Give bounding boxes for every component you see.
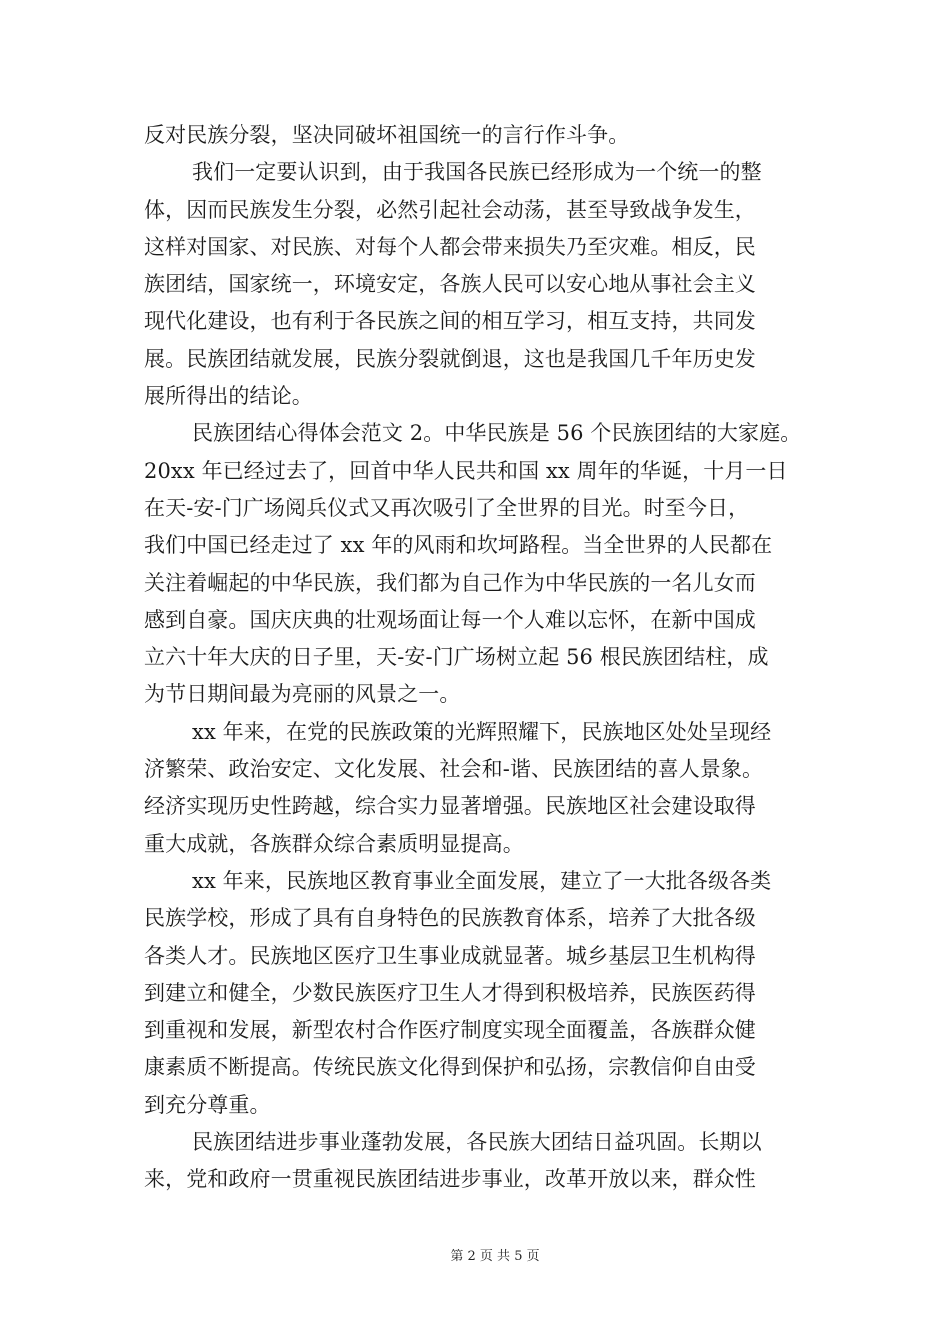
text-line: 展。民族团结就发展，民族分裂就倒退，这也是我国几千年历史发 [144,346,756,371]
paragraph-start-line: 民族团结进步事业蓬勃发展，各民族大团结日益巩固。长期以 [192,1130,762,1155]
text-line: 到充分尊重。 [144,1092,271,1117]
text-line: 立六十年大庆的日子里，天-安-门广场树立起 56 根民族团结柱，成 [144,645,769,670]
text-line: 康素质不断提高。传统民族文化得到保护和弘扬，宗教信仰自由受 [144,1055,756,1080]
text-line: 在天-安-门广场阅兵仪式又再次吸引了全世界的目光。时至今日， [144,495,750,520]
paragraph-start-line: xx 年来，民族地区教育事业全面发展，建立了一大批各级各类 [192,868,772,893]
text-line: 20xx 年已经过去了，回首中华人民共和国 xx 周年的华诞，十月一日 [144,458,788,483]
page-number: 第 2 页 共 5 页 [450,1249,540,1264]
text-line: 为节日期间最为亮丽的风景之一。 [144,682,461,707]
text-line: 感到自豪。国庆庆典的壮观场面让每一个人难以忘怀，在新中国成 [144,607,756,632]
paragraph-start-line: xx 年来，在党的民族政策的光辉照耀下，民族地区处处呈现经 [192,719,772,744]
text-line: 我们中国已经走过了 xx 年的风雨和坎坷路程。当全世界的人民都在 [144,533,773,558]
text-line: 经济实现历史性跨越，综合实力显著增强。民族地区社会建设取得 [144,794,756,819]
text-line: 这样对国家、对民族、对每个人都会带来损失乃至灾难。相反，民 [144,234,756,259]
text-line: 展所得出的结论。 [144,384,313,409]
text-line: 族团结，国家统一，环境安定，各族人民可以安心地从事社会主义 [144,272,756,297]
text-line: 体，因而民族发生分裂，必然引起社会动荡，甚至导致战争发生， [144,197,756,222]
text-line: 关注着崛起的中华民族，我们都为自己作为中华民族的一名儿女而 [144,570,756,595]
text-line: 济繁荣、政治安定、文化发展、社会和-谐、民族团结的喜人景象。 [144,757,764,782]
text-line: 反对民族分裂，坚决同破坏祖国统一的言行作斗争。 [144,123,630,147]
body-text [144,117,824,1199]
text-line: 民族学校，形成了具有自身特色的民族教育体系，培养了大批各级 [144,906,756,931]
text-line: 到建立和健全，少数民族医疗卫生人才得到积极培养，民族医药得 [144,980,756,1005]
text-line: 到重视和发展，新型农村合作医疗制度实现全面覆盖，各族群众健 [144,1018,756,1043]
paragraph-start-line: 我们一定要认识到，由于我国各民族已经形成为一个统一的整 [192,160,762,185]
paragraph-start-line: 民族团结心得体会范文 2。中华民族是 56 个民族团结的大家庭。 [192,421,802,446]
text-line: 各类人才。民族地区医疗卫生事业成就显著。城乡基层卫生机构得 [144,943,756,968]
text-line: 来，党和政府一贯重视民族团结进步事业，改革开放以来，群众性 [144,1167,756,1192]
text-line: 现代化建设，也有利于各民族之间的相互学习，相互支持，共同发 [144,309,756,334]
text-line: 重大成就，各族群众综合素质明显提高。 [144,831,524,856]
